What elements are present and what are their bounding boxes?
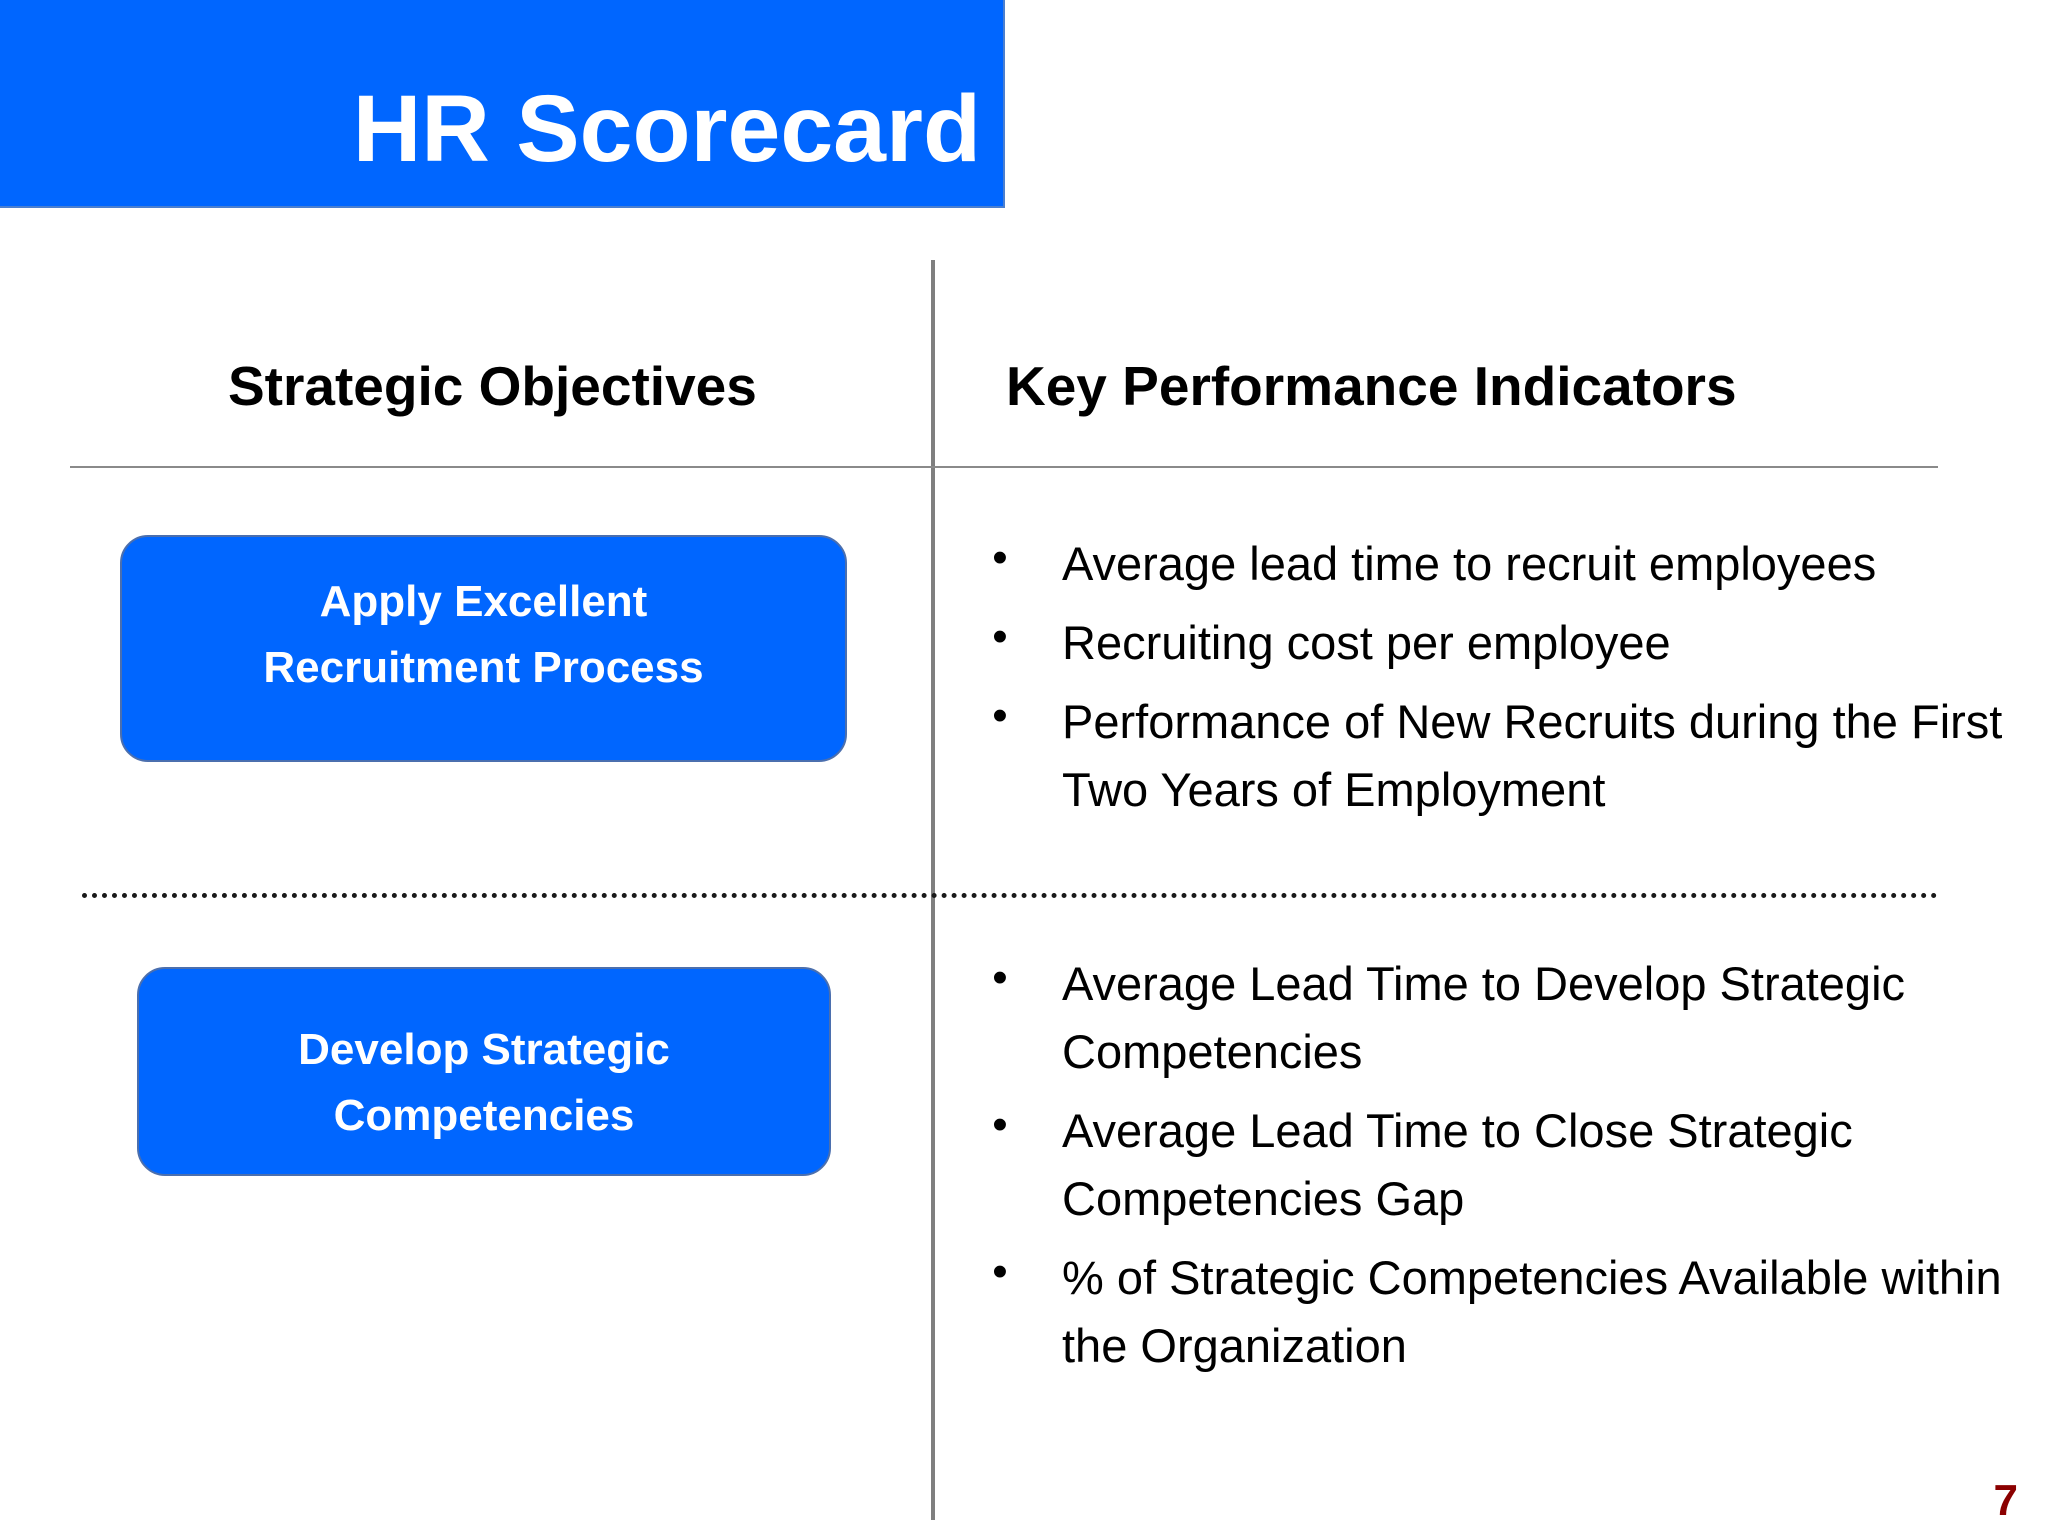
kpi-item [980,530,2020,598]
kpi-text: Average Lead Time to Close Strategic Competencies Gap [1062,1104,1853,1225]
kpi-item [980,1244,2020,1380]
bullet-icon: • [992,533,1008,582]
page-number: 7 [1993,1476,2018,1525]
bullet-icon: • [992,953,1008,1002]
kpi-item [980,609,2020,677]
objective-line: Apply Excellent [319,577,648,626]
kpi-text: Average Lead Time to Develop Strategic Competencies [1062,957,1906,1078]
vertical-divider [931,260,935,1520]
row-divider [82,893,1938,898]
objectives-header: Strategic Objectives [228,355,757,417]
objective-competencies [137,967,831,1176]
kpis-header: Key Performance Indicators [1006,355,1737,417]
header-divider [70,466,1938,468]
kpi-item [980,1097,2020,1233]
kpi-text: % of Strategic Competencies Available within the Organization [1062,1251,2002,1372]
objective-line: Competencies [333,1091,635,1140]
kpi-text: Recruiting cost per employee [1062,616,1671,669]
objective-recruitment [120,535,847,762]
bullet-icon: • [992,1247,1008,1296]
bullet-icon: • [992,691,1008,740]
title-bar [0,0,1005,208]
kpi-list-competencies [980,950,2020,1391]
objective-line: Develop Strategic [298,1025,670,1074]
kpi-item [980,950,2020,1086]
kpi-item [980,688,2020,824]
bullet-icon: • [992,612,1008,661]
slide-title: HR Scorecard [352,76,981,182]
kpi-list-recruitment [980,530,2020,835]
kpi-text: Average lead time to recruit employees [1062,537,1877,590]
bullet-icon: • [992,1100,1008,1149]
kpi-text: Performance of New Recruits during the First Two Years of Employment [1062,695,2003,816]
objective-line: Recruitment Process [263,643,704,692]
